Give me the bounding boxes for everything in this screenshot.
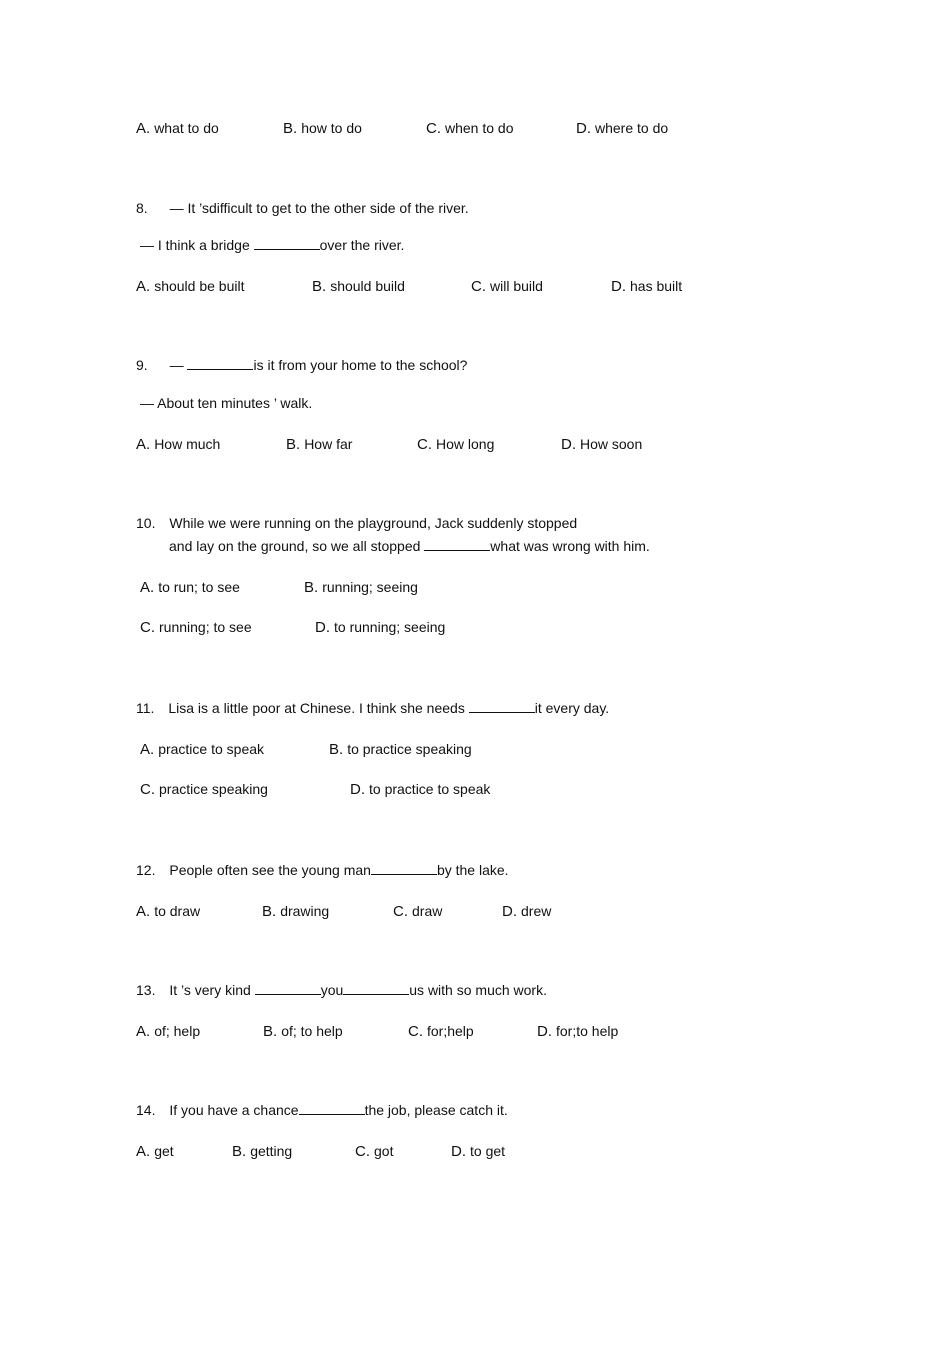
- option-text: How far: [304, 436, 353, 452]
- option-letter: C.: [426, 120, 441, 137]
- option-letter: A.: [136, 278, 151, 295]
- option-letter: C.: [471, 278, 486, 295]
- answer-blank: [255, 982, 321, 995]
- option-letter: C.: [408, 1023, 423, 1040]
- option-letter: C.: [417, 436, 432, 453]
- option-text: got: [374, 1143, 394, 1159]
- option-q12-c: [393, 902, 442, 921]
- option-text: How soon: [580, 436, 643, 452]
- option-q10-d: [315, 618, 445, 637]
- question-text: us with so much work.: [409, 982, 547, 998]
- option-q7-c: [426, 119, 514, 138]
- option-q14-d: [451, 1142, 505, 1161]
- option-q13-d: [537, 1022, 618, 1041]
- option-letter: A.: [136, 903, 151, 920]
- question-text: — It ’s: [169, 200, 209, 216]
- question-text: If you have a chance: [169, 1102, 299, 1118]
- option-text: how to do: [301, 120, 362, 136]
- option-text: drawing: [280, 903, 330, 919]
- option-text: for;help: [427, 1023, 474, 1039]
- option-text: to draw: [154, 903, 201, 919]
- option-letter: C.: [393, 903, 408, 920]
- question-text: Lisa is a little poor at Chinese. I think she needs: [168, 700, 465, 716]
- answer-blank: [187, 357, 253, 370]
- answer-blank: [299, 1102, 365, 1115]
- option-q10-b: [304, 578, 418, 597]
- option-q11-d: [350, 780, 490, 799]
- option-q7-a: [136, 119, 219, 138]
- question-text: It ’s very kind: [169, 982, 251, 998]
- question-number: 10.: [136, 515, 156, 531]
- question-number: 11.: [136, 700, 155, 716]
- option-q9-c: [417, 435, 494, 454]
- question-number: 12.: [136, 862, 156, 878]
- option-q14-a: [136, 1142, 174, 1161]
- question-text: While we were running on the playground, Jack suddenly stopped: [169, 515, 578, 531]
- question-10-stem-cont: [169, 537, 650, 555]
- option-letter: B.: [329, 741, 344, 758]
- option-q10-c: [140, 618, 252, 637]
- answer-blank: [343, 982, 409, 995]
- answer-blank: [254, 237, 320, 250]
- option-text: drew: [521, 903, 552, 919]
- option-letter: C.: [140, 781, 155, 798]
- question-8-reply: [140, 236, 404, 254]
- option-q12-b: [262, 902, 329, 921]
- option-text: has built: [630, 278, 683, 294]
- option-text: of; to help: [281, 1023, 343, 1039]
- option-text: when to do: [445, 120, 514, 136]
- option-text: getting: [250, 1143, 293, 1159]
- answer-blank: [371, 862, 437, 875]
- option-q8-d: [611, 277, 682, 296]
- question-14-stem: [136, 1101, 508, 1119]
- question-text: by the lake.: [436, 862, 509, 878]
- option-q14-b: [232, 1142, 292, 1161]
- option-q9-d: [561, 435, 642, 454]
- option-letter: B.: [286, 436, 301, 453]
- option-letter: B.: [312, 278, 327, 295]
- question-9-reply: — About ten minutes ’ walk.: [140, 395, 313, 411]
- option-q13-b: [263, 1022, 343, 1041]
- option-letter: A.: [136, 1143, 151, 1160]
- question-text: it every day.: [534, 700, 610, 716]
- option-letter: D.: [576, 120, 591, 137]
- question-number: 9.: [136, 357, 148, 373]
- option-letter: B.: [263, 1023, 278, 1040]
- option-letter: D.: [451, 1143, 466, 1160]
- option-text: running; to see: [159, 619, 252, 635]
- option-letter: C.: [355, 1143, 370, 1160]
- option-text: of; help: [154, 1023, 201, 1039]
- option-letter: D.: [537, 1023, 552, 1040]
- option-q8-c: [471, 277, 543, 296]
- question-text: is it from your home to the school?: [253, 357, 468, 373]
- option-letter: B.: [232, 1143, 247, 1160]
- question-text: over the river.: [319, 237, 405, 253]
- question-10-stem: [136, 514, 577, 532]
- question-text: what was wrong with him.: [490, 538, 650, 554]
- question-9-stem: [136, 356, 467, 374]
- option-q12-a: [136, 902, 200, 921]
- option-q11-b: [329, 740, 472, 759]
- option-q11-a: [140, 740, 264, 759]
- option-text: should be built: [154, 278, 245, 294]
- option-text: How much: [154, 436, 221, 452]
- question-text: and lay on the ground, so we all stopped: [169, 538, 421, 554]
- option-letter: B.: [304, 579, 319, 596]
- question-12-stem: [136, 861, 509, 879]
- option-q14-c: [355, 1142, 393, 1161]
- question-text: — I think a bridge: [140, 237, 250, 253]
- answer-blank: [469, 700, 535, 713]
- option-text: where to do: [595, 120, 669, 136]
- option-letter: A.: [136, 436, 151, 453]
- option-letter: A.: [140, 741, 155, 758]
- option-text: practice to speak: [158, 741, 265, 757]
- option-q12-d: [502, 902, 551, 921]
- option-text: for;to help: [556, 1023, 619, 1039]
- question-text: you: [320, 982, 344, 998]
- option-text: should build: [330, 278, 405, 294]
- question-8-stem: [136, 199, 469, 217]
- question-number: 14.: [136, 1102, 156, 1118]
- option-text: draw: [412, 903, 443, 919]
- question-text: People often see the young man: [169, 862, 371, 878]
- option-text: to get: [470, 1143, 506, 1159]
- option-letter: C.: [140, 619, 155, 636]
- option-letter: D.: [502, 903, 517, 920]
- option-letter: D.: [315, 619, 330, 636]
- option-text: practice speaking: [159, 781, 268, 797]
- option-letter: D.: [611, 278, 626, 295]
- option-text: running; seeing: [322, 579, 418, 595]
- question-text: —: [169, 357, 184, 373]
- option-text: what to do: [154, 120, 219, 136]
- option-letter: A.: [136, 1023, 151, 1040]
- option-text: to running; seeing: [334, 619, 446, 635]
- question-text: the job, please catch it.: [364, 1102, 508, 1118]
- option-text: will build: [490, 278, 543, 294]
- option-q7-b: [283, 119, 362, 138]
- option-q9-b: [286, 435, 352, 454]
- option-q7-d: [576, 119, 668, 138]
- question-number: 8.: [136, 200, 148, 216]
- option-text: to run; to see: [158, 579, 240, 595]
- option-q13-c: [408, 1022, 474, 1041]
- option-text: to practice to speak: [369, 781, 491, 797]
- option-letter: D.: [350, 781, 365, 798]
- question-13-stem: [136, 981, 547, 999]
- question-number: 13.: [136, 982, 156, 998]
- option-q13-a: [136, 1022, 200, 1041]
- option-text: How long: [436, 436, 495, 452]
- option-letter: A.: [136, 120, 151, 137]
- option-letter: B.: [283, 120, 298, 137]
- option-text: get: [154, 1143, 174, 1159]
- option-q8-b: [312, 277, 405, 296]
- option-letter: D.: [561, 436, 576, 453]
- option-q10-a: [140, 578, 240, 597]
- option-q9-a: [136, 435, 220, 454]
- option-letter: A.: [140, 579, 155, 596]
- question-11-stem: [136, 699, 609, 717]
- option-q11-c: [140, 780, 268, 799]
- option-q8-a: [136, 277, 244, 296]
- option-text: to practice speaking: [347, 741, 472, 757]
- question-text: difficult to get to the other side of the river.: [209, 200, 469, 216]
- option-letter: B.: [262, 903, 277, 920]
- answer-blank: [424, 538, 490, 551]
